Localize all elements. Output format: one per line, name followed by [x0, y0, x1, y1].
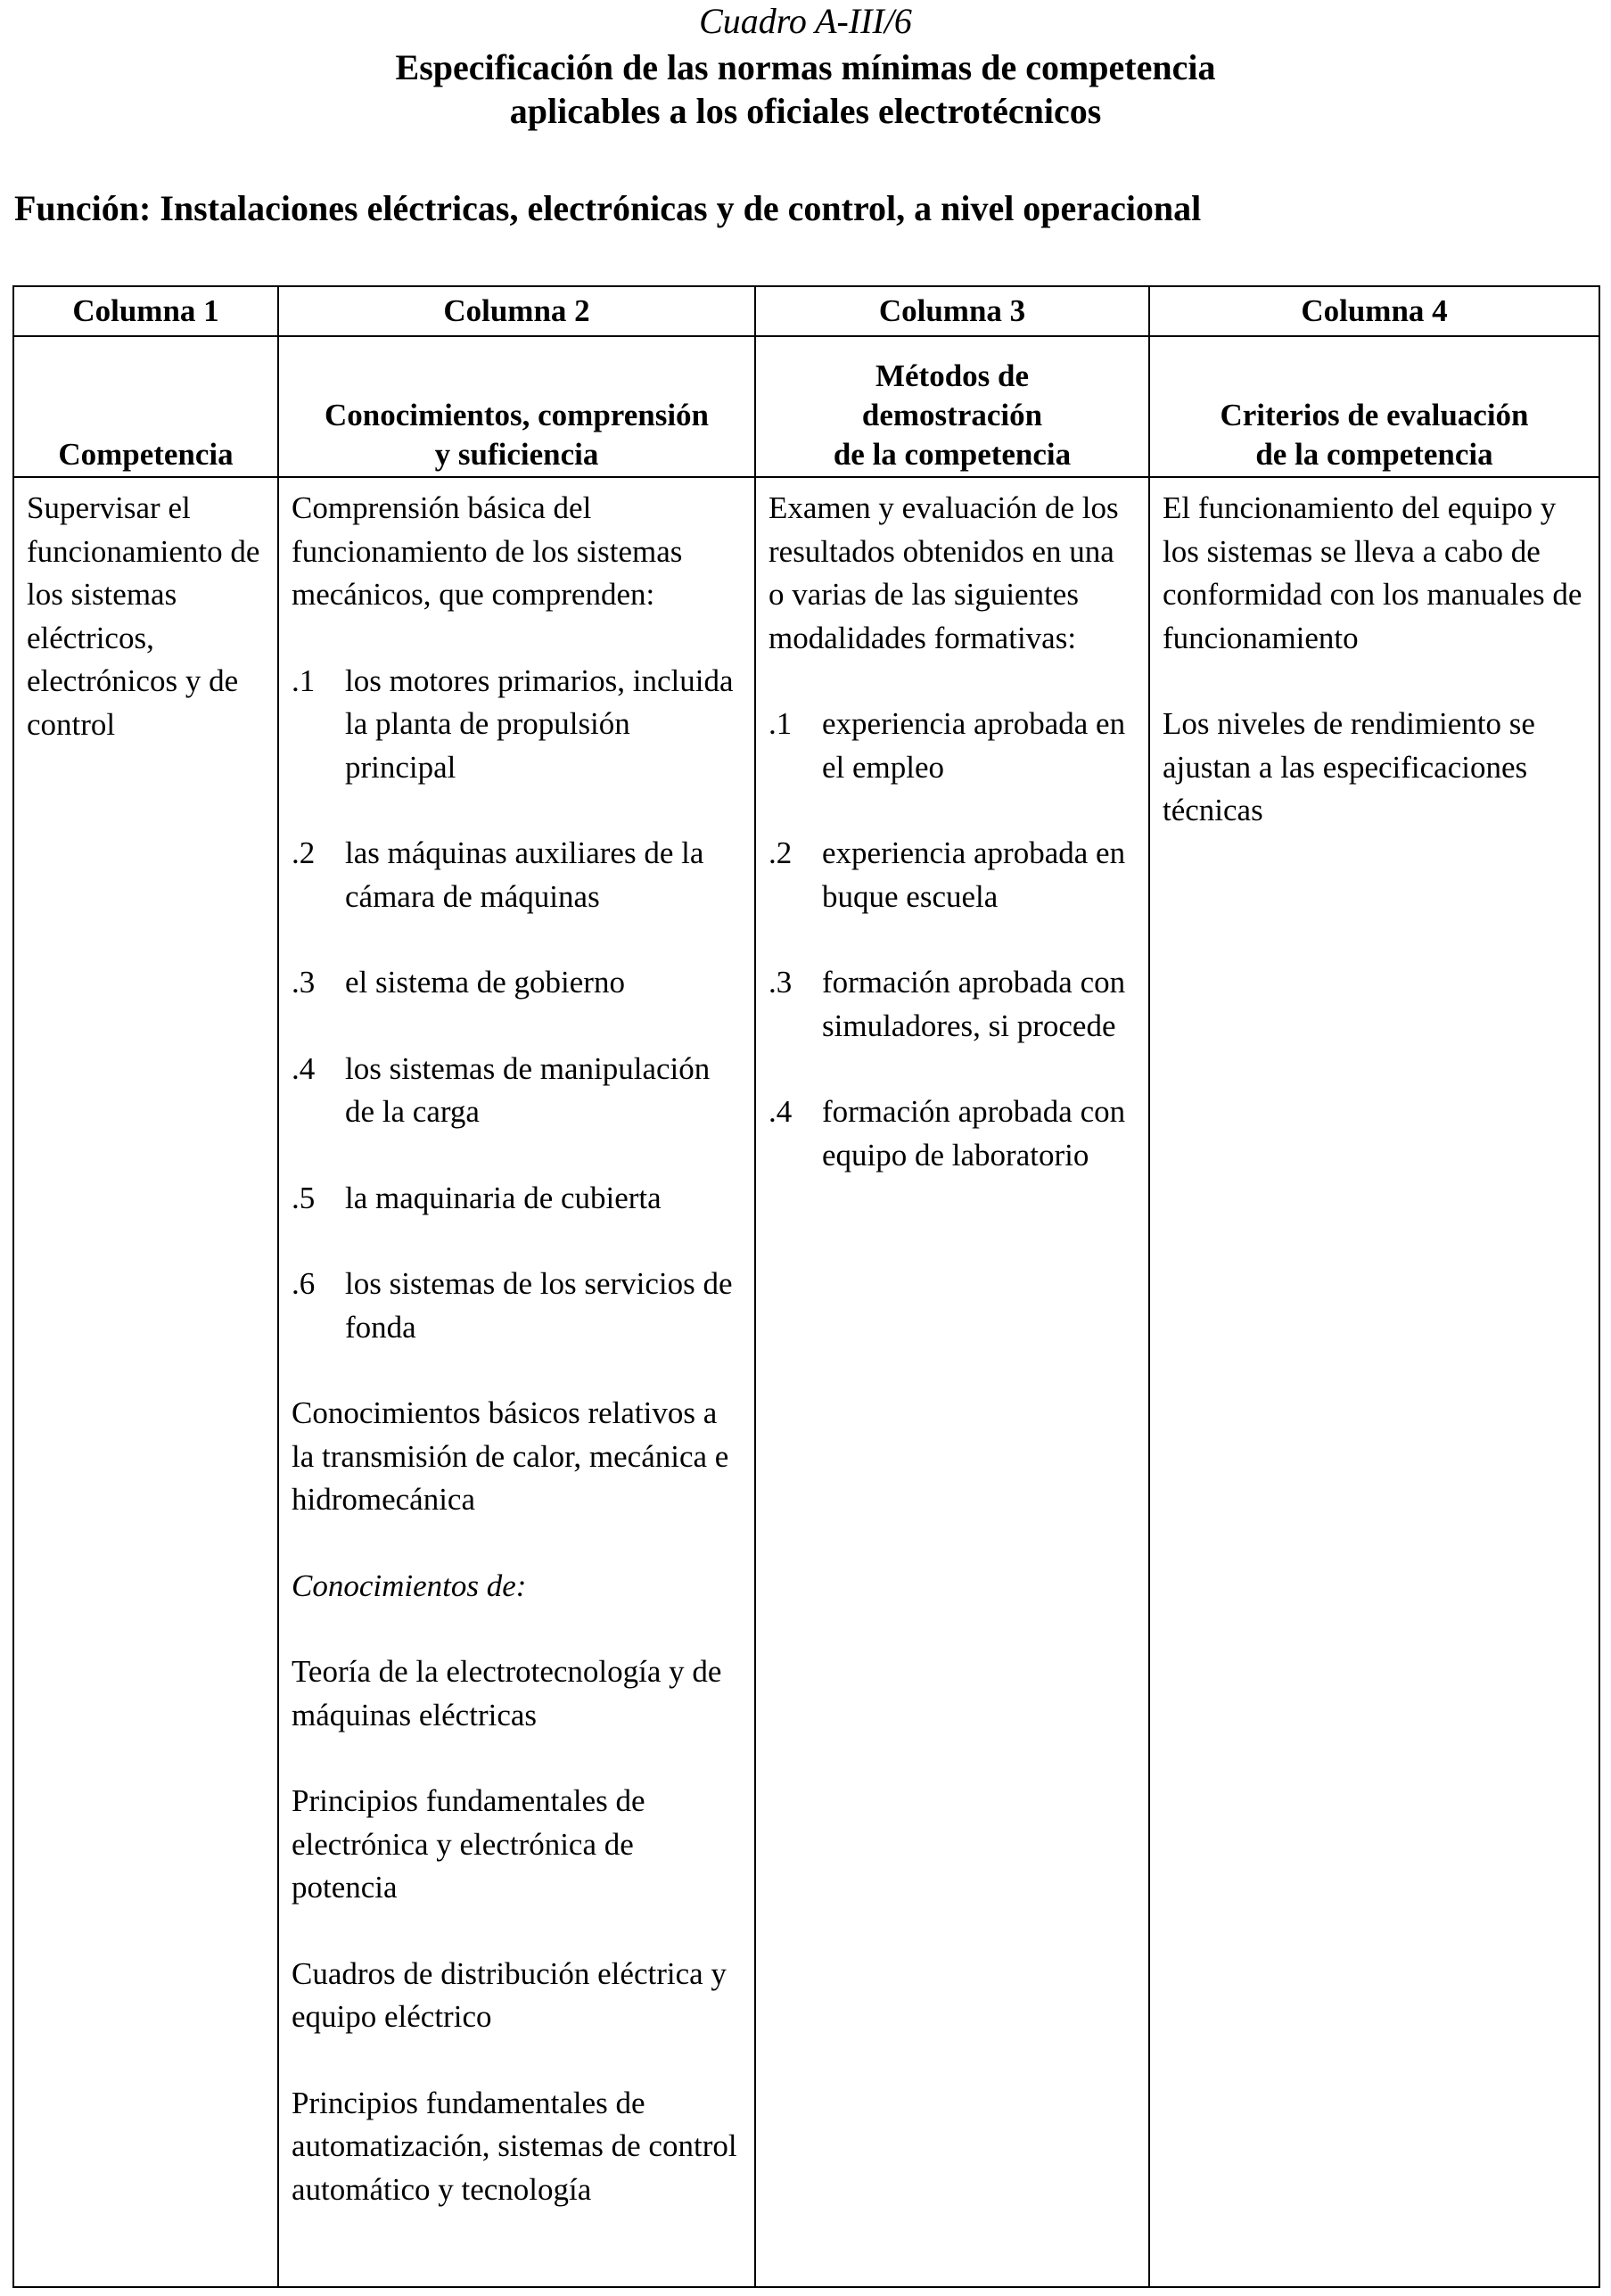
competence-table [12, 285, 1600, 2288]
column-header-3: Columna 3 [755, 286, 1149, 336]
knowledge-of-label: Conocimientos de: [292, 1568, 527, 1603]
competencia-text: Supervisar el funcionamiento de los sistemas eléctricos, electrónicos y de control [27, 490, 260, 742]
competencia-cell [13, 477, 278, 2287]
basic-knowledge-text: Conocimientos básicos relativos a la transmisión de calor, mecánica e hidromecánica [292, 1395, 729, 1517]
table-reference: Cuadro A-III/6 [699, 1, 912, 41]
list-item: .3 el sistema de gobierno [292, 965, 625, 1000]
column-header-2: Columna 2 [278, 286, 755, 336]
document-title-line-2: aplicables a los oficiales electrotécnicos [509, 91, 1102, 131]
knowledge-topic: Cuadros de distribución eléctrica y equipo eléctrico [292, 1955, 727, 2034]
mechanical-systems-list [292, 660, 744, 1350]
column-header-4: Columna 4 [1149, 286, 1599, 336]
knowledge-topic: Principios fundamentales de automatización, sistemas de control automático y tecnología [292, 2085, 737, 2207]
function-heading: Función: Instalaciones eléctricas, electrónicas y de control, a nivel operacional [14, 188, 1202, 228]
list-item: .1 experiencia aprobada en el empleo [769, 706, 1126, 785]
column-header-1: Columna 1 [13, 286, 278, 336]
column-number-row [13, 286, 1599, 336]
list-item: .4 los sistemas de manipulación de la carga [292, 1050, 711, 1129]
competencia-header: Competencia [13, 336, 278, 477]
column-title-row [13, 336, 1599, 477]
methods-header: Métodos de demostración de la competencia [755, 336, 1149, 477]
methods-cell [755, 477, 1149, 2287]
knowledge-header: Conocimientos, comprensión y suficiencia [278, 336, 755, 477]
list-item: .1 los motores primarios, incluida la planta de propulsión principal [292, 662, 734, 785]
list-item: .6 los sistemas de los servicios de fonda [292, 1266, 733, 1345]
methods-list [769, 703, 1138, 1177]
criteria-header: Criterios de evaluación de la competencia [1149, 336, 1599, 477]
list-item: .4 formación aprobada con equipo de laboratorio [769, 1094, 1126, 1173]
criteria-cell [1149, 477, 1599, 2287]
criteria-text: Los niveles de rendimiento se ajustan a las especificaciones técnicas [1163, 706, 1535, 827]
list-item: .5 la maquinaria de cubierta [292, 1180, 662, 1215]
methods-intro: Examen y evaluación de los resultados obtenidos en una o varias de las siguientes modalidades formativas: [769, 490, 1119, 655]
knowledge-topic: Teoría de la electrotecnología y de máquinas eléctricas [292, 1654, 722, 1732]
knowledge-intro: Comprensión básica del funcionamiento de los sistemas mecánicos, que comprenden: [292, 490, 683, 612]
list-item: .2 experiencia aprobada en buque escuela [769, 835, 1126, 914]
list-item: .3 formación aprobada con simuladores, si procede [769, 965, 1126, 1043]
document-title-line-1: Especificación de las normas mínimas de competencia [395, 47, 1216, 87]
knowledge-cell [278, 477, 755, 2287]
table-row [13, 477, 1599, 2287]
criteria-text: El funcionamiento del equipo y los sistemas se lleva a cabo de conformidad con los manuales de funcionamiento [1163, 490, 1582, 655]
knowledge-topic: Principios fundamentales de electrónica y electrónica de potencia [292, 1783, 645, 1905]
list-item: .2 las máquinas auxiliares de la cámara de máquinas [292, 835, 704, 914]
